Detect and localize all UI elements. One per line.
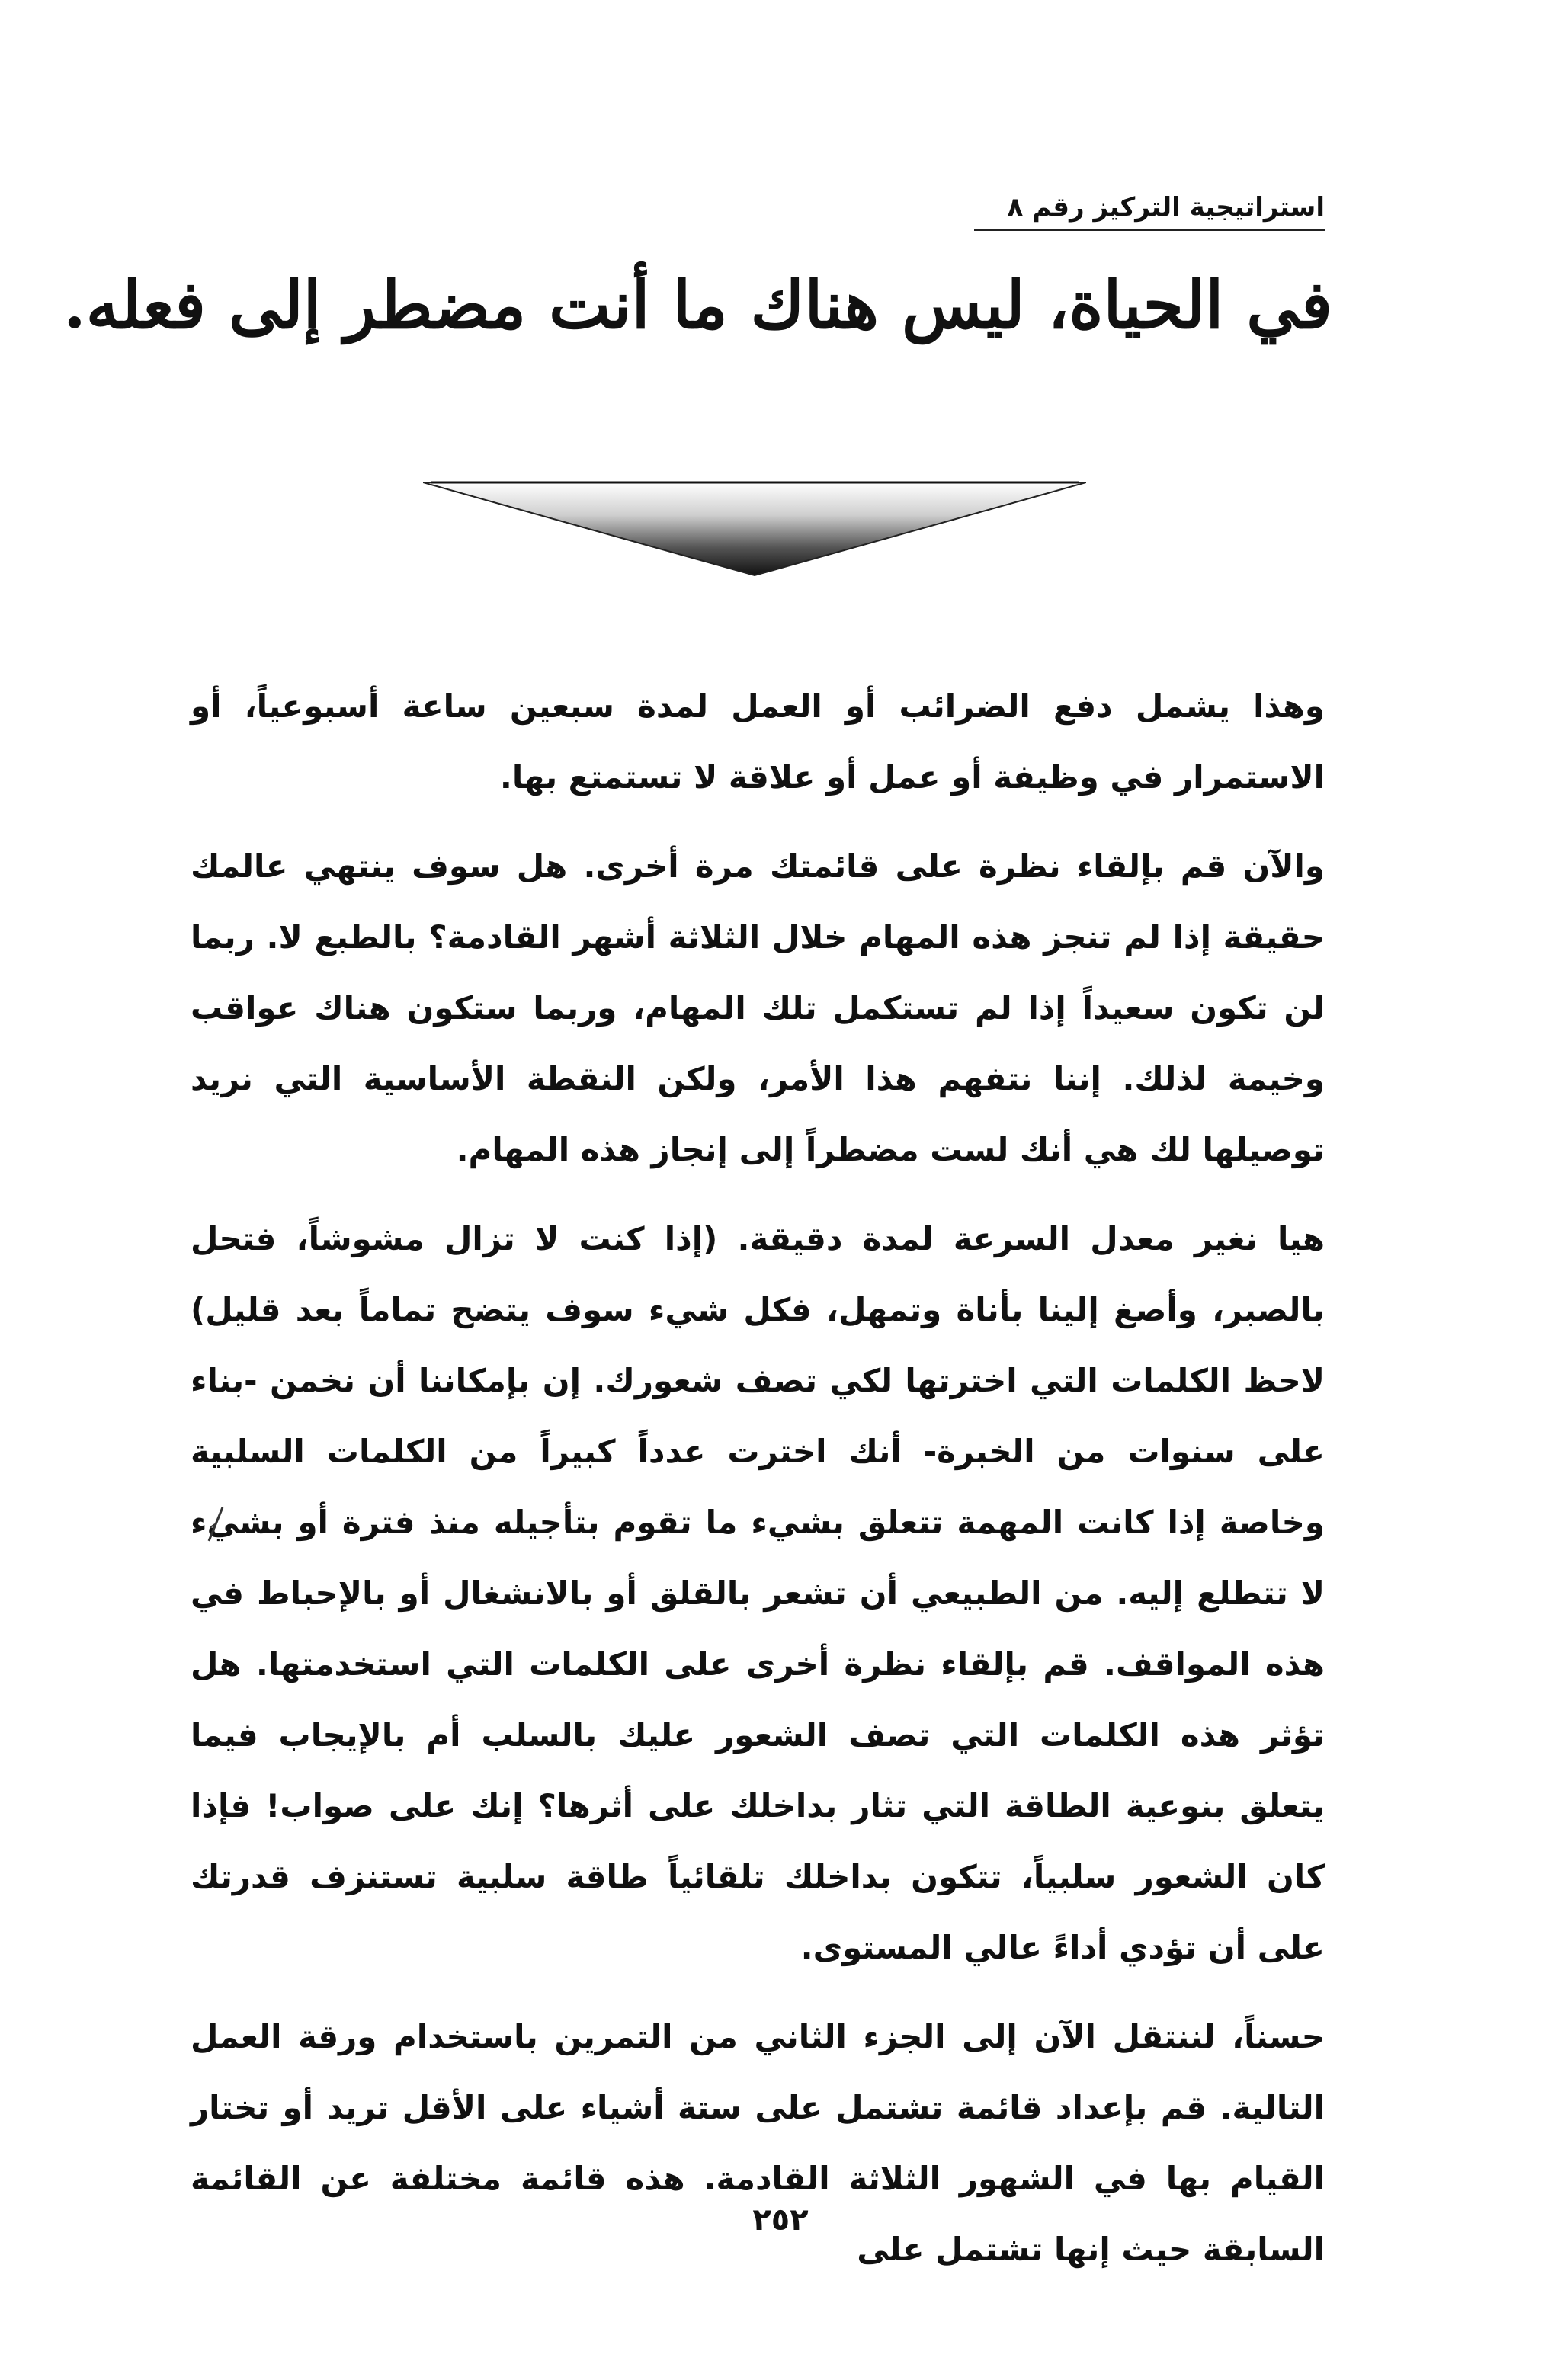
- paragraph: وهذا يشمل دفع الضرائب أو العمل لمدة سبعين ساعة أسبوعياً، أو الاستمرار في وظيفة أو عمل أو علاقة لا تستمتع بها.: [191, 687, 1325, 796]
- triangle-ornament: [423, 461, 1086, 583]
- paragraph: هيا نغير معدل السرعة لمدة دقيقة. (إذا كنت لا تزال مشوشاً، فتحل بالصبر، وأصغ إلينا بأناة وتمهل، فكل شيء سوف يتضح تماماً بعد قليل) لاحظ الكلمات التي اخترتها لكي تصف شعورك. إن بإمكاننا أن نخمن -بناء على سنوات من الخبرة- أنك اخترت عدداً كبيراً من الكلمات السلبية وخاصة إذا كانت المهمة تتعلق بشيء ما تقوم بتأجيله منذ فترة أو بشيء لا تتطلع إليه. من الطبيعي أن تشعر بالقلق أو بالانشغال أو بالإحباط في هذه المواقف. قم بإلقاء نظرة أخرى على الكلمات التي استخدمتها. هل تؤثر هذه الكلمات التي تصف الشعور عليك بالسلب أم بالإيجاب فيما يتعلق بنوعية الطاقة التي تثار بداخلك على أثرها؟ إنك على صواب! فإذا كان الشعور سلبياً، تتكون بداخلك تلقائياً طاقة سلبية تستنزف قدرتك على أن تؤدي أداءً عالي المستوى.: [191, 1220, 1325, 1966]
- body-text: [191, 671, 1325, 2303]
- paragraph: حسناً، لننتقل الآن إلى الجزء الثاني من التمرين باستخدام ورقة العمل التالية. قم بإعداد قائمة تشتمل على ستة أشياء على الأقل تريد أو تختار القيام بها في الشهور الثلاثة القادمة. هذه قائمة مختلفة عن القائمة السابقة حيث إنها تشتمل على: [191, 2018, 1325, 2268]
- pencil-mark-icon: [200, 1501, 230, 1547]
- page-number: ٢٥٢: [752, 2202, 809, 2237]
- chapter-title: في الحياة، ليس هناك ما أنت مضطر إلى فعله.: [63, 267, 1332, 344]
- running-header: استراتيجية التركيز رقم ٨: [974, 192, 1325, 231]
- paragraph: والآن قم بإلقاء نظرة على قائمتك مرة أخرى. هل سوف ينتهي عالمك حقيقة إذا لم تنجز هذه المهام خلال الثلاثة أشهر القادمة؟ بالطبع لا. ربما لن تكون سعيداً إذا لم تستكمل تلك المهام، وربما ستكون هناك عواقب وخيمة لذلك. إننا نتفهم هذا الأمر، ولكن النقطة الأساسية التي نريد توصيلها لك هي أنك لست مضطراً إلى إنجاز هذه المهام.: [191, 847, 1325, 1168]
